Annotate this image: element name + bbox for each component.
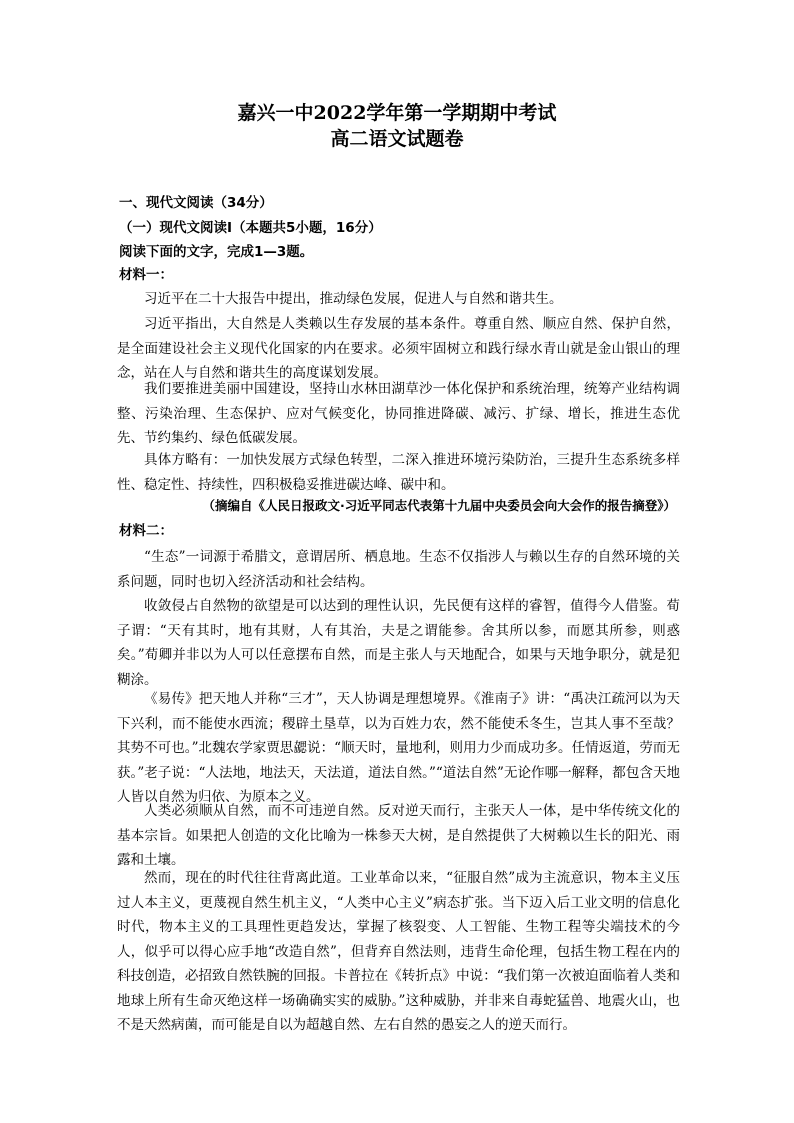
material-two-label: 材料二： [119,523,173,539]
section-subheading: （一）现代文阅读Ⅰ（本题共5小题，16分） [119,220,382,236]
material-two-paragraph: 《易传》把天地人并称“三才”，天人协调是理想境界。《淮南子》讲：“禹决江疏河以为天下兴利，而不能使水西流；稷辟土垦草，以为百姓力农，然不能使禾冬生，岂其人事不至哉？其势不可也。”北魏农学家贾思勰说：“顺天时，量地利，则用力少而成功多。任情返道，劳而无获。”老子说：“人法地，地法天，天法道，道法自然。”“道法自然”无论作哪一解释，都包含天地人皆以自然为归依、为原本之义。 [117,691,680,805]
material-two-paragraph: 人类必须顺从自然，而不可违逆自然。反对逆天而行，主张天人一体，是中华传统文化的基本宗旨。如果把人创造的文化比喻为一株参天大树，是自然提供了大树赖以生长的阳光、雨露和土壤。 [117,803,680,868]
reading-instruction: 阅读下面的文字，完成1—3题。 [119,244,314,260]
material-two-paragraph: “生态”一词源于希腊文，意谓居所、栖息地。生态不仅指涉人与赖以生存的自然环境的关系问题，同时也切入经济活动和社会结构。 [117,549,680,590]
material-two-paragraph: 然而，现在的时代往往背离此道。工业革命以来，“征服自然”成为主流意识，物本主义压过人本主义，更蔑视自然生机主义，“人类中心主义”病态扩张。当下迈入后工业文明的信息化时代，物本主义的工具理性更趋发达，掌握了核裂变、人工智能、生物工程等尖端技术的今人，似乎可以得心应手地“改造自然”，但背弃自然法则，违背生命伦理，包括生物工程在内的科技创造，必招致自然铁腕的回报。卡普拉在《转折点》中说：“我们第一次被迫面临着人类和地球上所有生命灭绝这样一场确确实实的威胁。”这种威胁，并非来自毒蛇猛兽、地震火山，也不是天然病菌，而可能是自以为超越自然、左右自然的愚妄之人的逆天而行。 [117,870,680,1033]
material-one-source: （摘编自《人民日报政文·习近平同志代表第十九届中央委员会向大会作的报告摘登》） [202,498,676,513]
exam-subtitle: 高二语文试题卷 [330,128,464,150]
material-one-paragraph: 习近平指出，大自然是人类赖以生存发展的基本条件。尊重自然、顺应自然、保护自然，是全面建设社会主义现代化国家的内在要求。必须牢固树立和践行绿水青山就是金山银山的理念，站在人与自然和谐共生的高度谋划发展。 [117,316,680,381]
material-one-paragraph: 习近平在二十大报告中提出，推动绿色发展，促进人与自然和谐共生。 [144,291,563,307]
material-two-paragraph: 收敛侵占自然物的欲望是可以达到的理性认识，先民便有这样的睿智，值得今人借鉴。荀子谓：“天有其时，地有其财，人有其治，夫是之谓能参。舍其所以参，而愿其所参，则惑矣。”荀卿并非以为人可以任意摆布自然，而是主张人与天地配合，如果与天地争职分，就是犯糊涂。 [117,598,680,688]
material-one-paragraph: 我们要推进美丽中国建设，坚持山水林田湖草沙一体化保护和系统治理，统筹产业结构调整、污染治理、生态保护、应对气候变化，协同推进降碳、减污、扩绿、增长，推进生态优先、节约集约、绿色低碳发展。 [117,381,680,446]
material-one-label: 材料一： [119,267,173,283]
section-heading: 一、现代文阅读（34分） [119,195,273,211]
material-one-paragraph: 具体方略有：一加快发展方式绿色转型，二深入推进环境污染防治，三提升生态系统多样性、稳定性、持续性，四积极稳妥推进碳达峰、碳中和。 [117,452,680,493]
exam-title: 嘉兴一中2022学年第一学期期中考试 [237,102,557,124]
